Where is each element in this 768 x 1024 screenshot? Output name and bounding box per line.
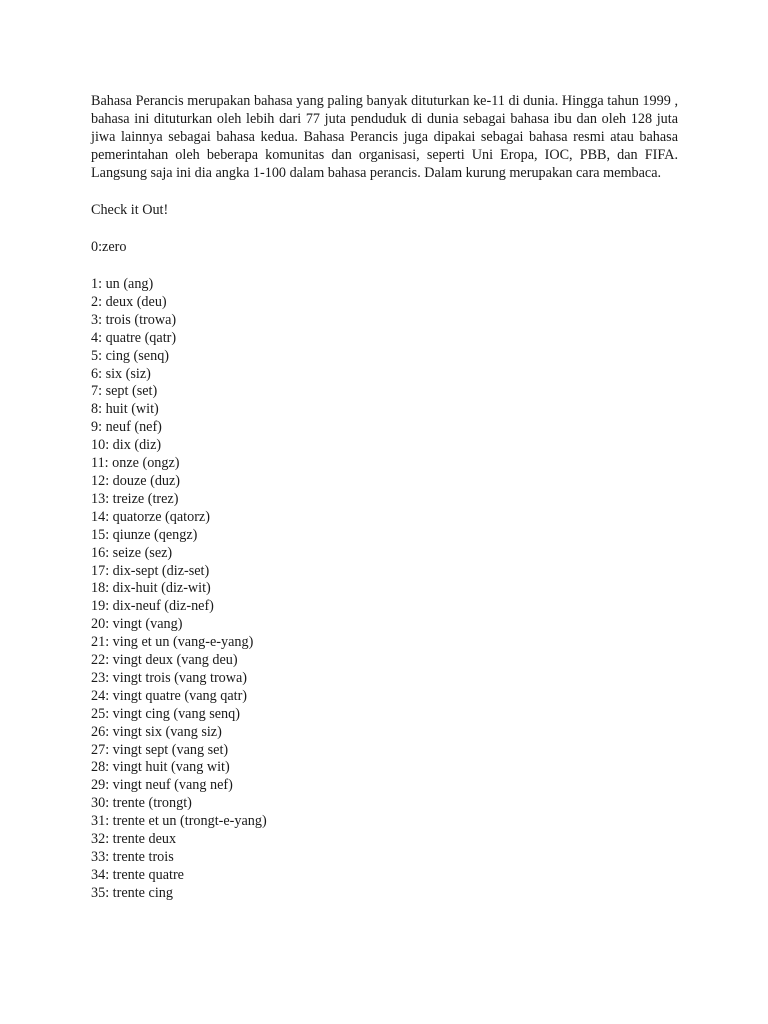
number-entry: 32: trente deux: [91, 831, 177, 848]
number-entry: 26: vingt six (vang siz): [91, 723, 222, 740]
number-entry: 2: deux (deu): [91, 293, 167, 310]
number-entry: 25: vingt cing (vang senq): [91, 705, 240, 722]
number-entry: 9: neuf (nef): [91, 419, 162, 436]
number-entry: 5: cing (senq): [91, 347, 170, 364]
number-entry: 11: onze (ongz): [91, 455, 180, 472]
number-entry: 33: trente trois: [91, 849, 174, 865]
number-entry: 29: vingt neuf (vang nef): [91, 777, 233, 794]
number-entry: 27: vingt sept (vang set): [91, 741, 229, 758]
zero-entry: 0:zero: [91, 239, 127, 255]
number-entry: 19: dix-neuf (diz-nef): [91, 598, 214, 615]
number-entry: 28: vingt huit (vang wit): [91, 759, 230, 776]
number-entry: 18: dix-huit (diz-wit): [91, 580, 211, 597]
number-entry: 20: vingt (vang): [91, 616, 183, 633]
number-entry: 3: trois (trowa): [91, 311, 177, 328]
number-entry: 17: dix-sept (diz-set): [91, 562, 210, 579]
number-entry: 14: quatorze (qatorz): [91, 508, 210, 525]
number-list: [91, 276, 678, 903]
number-entry: 1: un (ang): [91, 276, 154, 292]
intro-paragraph: Bahasa Perancis merupakan bahasa yang paling banyak dituturkan ke-11 di dunia. Hingga tahun 1999 , bahasa ini dituturkan oleh lebih dari 77 juta penduduk di dunia sebagai bahasa ibu dan oleh 128 juta jiwa lainnya sebagai bahasa kedua. Bahasa Perancis juga dipakai sebagai bahasa resmi atau bahasa pemerintahan oleh beberapa komunitas dan organisasi, seperti Uni Eropa, IOC, PBB, dan FIFA. Langsung saja ini dia angka 1-100 dalam bahasa perancis. Dalam kurung merupakan cara membaca.: [91, 93, 678, 181]
number-entry: 21: ving et un (vang-e-yang): [91, 634, 254, 651]
number-entry: 16: seize (sez): [91, 544, 173, 561]
number-entry: 12: douze (duz): [91, 472, 181, 489]
number-entry: 13: treize (trez): [91, 490, 179, 507]
number-entry: 10: dix (diz): [91, 437, 162, 454]
number-entry: 23: vingt trois (vang trowa): [91, 669, 248, 686]
section-heading: Check it Out!: [91, 202, 169, 218]
number-entry: 34: trente quatre: [91, 866, 184, 883]
number-entry: 8: huit (wit): [91, 401, 159, 418]
number-entry: 30: trente (trongt): [91, 795, 192, 812]
document-body: [91, 92, 678, 903]
number-entry: 22: vingt deux (vang deu): [91, 652, 238, 669]
number-entry: 4: quatre (qatr): [91, 329, 177, 346]
number-entry: 7: sept (set): [91, 383, 158, 400]
number-entry: 15: qiunze (qengz): [91, 526, 198, 543]
number-entry: 6: six (siz): [91, 365, 151, 382]
number-entry: 24: vingt quatre (vang qatr): [91, 687, 248, 704]
number-entry: 31: trente et un (trongt-e-yang): [91, 813, 267, 830]
number-entry: 35: trente cing: [91, 884, 173, 901]
